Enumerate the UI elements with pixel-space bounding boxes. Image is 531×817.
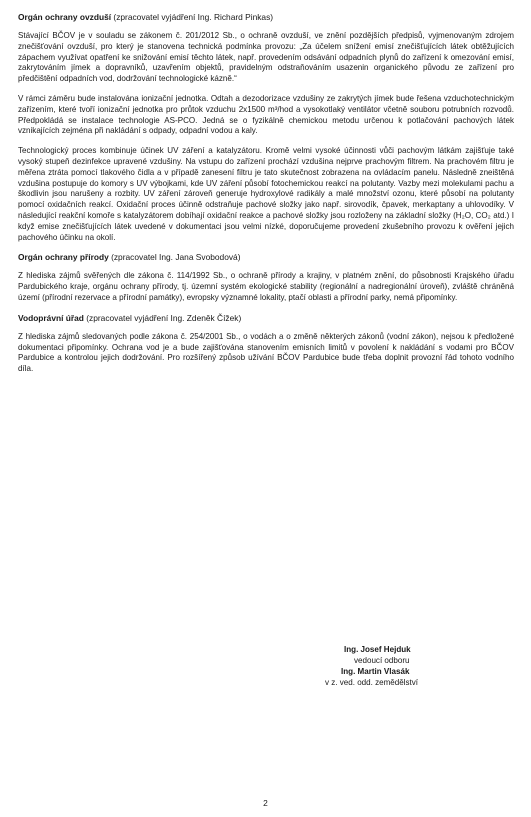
section-processor-air: (zpracovatel vyjádření Ing. Richard Pinkas) (113, 12, 274, 22)
section-title-air: Orgán ochrany ovzduší (18, 12, 112, 22)
page-number: 2 (263, 798, 268, 808)
section-processor-nature: (zpracovatel Ing. Jana Svobodová) (111, 252, 241, 263)
section-heading-air (18, 12, 514, 23)
air-paragraph-3: Technologický proces kombinuje účinek UV záření a katalyzátoru. Kromě velmi vysoké účinnosti vůči pachovým látkám zajišťuje také vysoký stupeň dezinfekce upravené vzdušiny. Na vstupu do zařízení prochází vzdušina nejprve prachovým filtrem. Na prachovém filtru je měřena ztráta pomocí tlakového čidla a v případě zanesení filtru je tato skutečnost zobrazena na ovládacím panelu. Následně zneištěná vzdušina postupuje do komory s UV výbojkami, kde UV záření působí fotochemickou reakcí na polutanty. Vazby mezi molekulami pachu a škodlivin jsou narušeny a rozbity. UV záření zároveň generuje hydroxylové radikály a malé množství ozonu, které působí na polutanty pomocí oxidačních reakcí. Oxidační proces účinně odstraňuje pachové složky jako např. sirovodík, čpavek, merkaptany a uhlovodíky. V následující reakční komoře s katalyzátorem dobíhají oxidační reakce a pachové složky jsou rozloženy na základní složky (H₂O, CO₂ atd.) I když emise znečišťujících látek uvedené v dokumentaci jsou velmi nízké, doporučujeme provedení zkušebního provozu k ověření jejich pachového účinku na okolí. (18, 146, 514, 242)
section-title-nature: Orgán ochrany přírody (18, 252, 109, 263)
section-title-water: Vodoprávní úřad (18, 312, 84, 323)
document-body (18, 12, 514, 384)
signature-name-2: Ing. Martin Vlasák (341, 666, 410, 676)
air-paragraph-2: V rámci záměru bude instalována ionizační jednotka. Odtah a dezodorizace vzdušiny ze zakrytých jímek bude řešena vzduchotechnickým zařízením, které tvoří ionizační jednotka pro průtok vzduchu 2x1500 m³/hod a vysokotlaký ventilátor včetně souboru potrubních rozvodů. Předpokládá se instalace technologie AS-PCO. Jedná se o fyzikálně chemickou metodu určenou k potlačování pachových látek vznikajících zejména při nakládání s odpady, odpadní vodou a kaly. (18, 93, 514, 136)
section-heading-nature (18, 252, 514, 263)
signature-name-1: Ing. Josef Hejduk (344, 645, 411, 654)
water-paragraph: Z hlediska zájmů sledovaných podle zákona č. 254/2001 Sb., o vodách a o změně některých zákonů (vodní zákon), nejsou k předložené dokumentaci připomínky. Ochrana vod je a bude zajišťována stanovením emisních limitů v povolení k nakládání s vodami pro BČOV Pardubice a kontrolou jejich dodržování. Pro rozšířený způsob užívání BČOV Pardubice bude třeba doplnit provozní řád tohoto vodního díla. (18, 331, 514, 374)
signature-role-1: vedoucí odboru (354, 655, 410, 665)
section-heading-water (18, 313, 514, 324)
signature-block (0, 645, 531, 689)
air-paragraph-1: Stávající BČOV je v souladu se zákonem č. 201/2012 Sb., o ochraně ovzduší, ve znění pozdějších předpisů, vyjmenovaným zdrojem znečišťování ovzduší, pro který je stanovena technická podmínka provozu: „Za účelem snížení emisí znečišťujících látek obtěžujících zápachem využívat opatření ke snižování emisí těchto látek, např. provedením odsávání odpadních plynů do zařízení k omezování emisí, zakrytováním jímek a dopravníků, uzavřením objektů, pravidelným odstraňováním usazenin organického původu ze zařízení pro předčištění odpadních vod, dodržování technologické kázně.“ (18, 31, 514, 84)
section-processor-water: (zpracovatel vyjádření Ing. Zdeněk Čížek) (86, 312, 242, 323)
nature-paragraph: Z hlediska zájmů svěřených dle zákona č. 114/1992 Sb., o ochraně přírody a krajiny, v platném znění, do působnosti Krajského úřadu Pardubického kraje, orgánu ochrany přírody, tj. územní systém ekologické stability (regionální a nadregionální úroveň), zvláště chráněná území (přírodní rezervace a přírodní památky), evropsky významné lokality, ptačí oblasti a přírodní parky, nemá připomínky. (18, 271, 514, 302)
signature-role-2: v z. ved. odd. zemědělství (325, 677, 419, 687)
